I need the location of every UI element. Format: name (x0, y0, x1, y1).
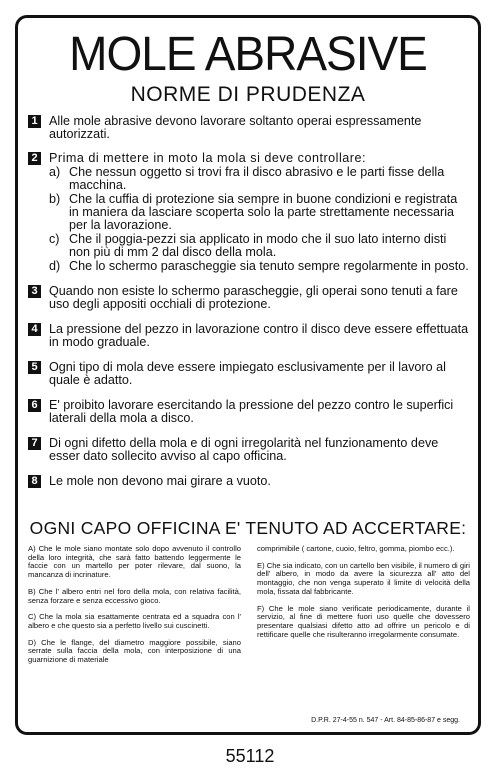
inspection-item-c: C) Che la mola sia esattamente centrata ed a squadra con l' albero e che questo sia a perfetto livello sui cuscinetti. (28, 612, 241, 630)
inspection-item-f: F) Che le mole siano verificate periodicamente, durante il servizio, al fine di mettere fuori uso quelle che dovessero presentare qualsiasi difetto atto ad offrire un pericolo e di rettificare quelle che risulteranno irregolarmente consumate. (257, 603, 470, 639)
subitem-letter: b) (49, 192, 61, 206)
rule-number: 8 (28, 475, 41, 488)
rule-6 (28, 399, 470, 425)
rule-subitem-d (49, 260, 470, 273)
rule-subitem-a (49, 166, 470, 192)
rule-number: 4 (28, 323, 41, 336)
inspection-item-d: D) Che le flange, del diametro maggiore possibile, siano serrate sulla faccia della mola, con interposizione di una guarnizione di materiale (28, 637, 241, 665)
inspection-item-d-continued: comprimibile ( cartone, cuoio, feltro, gomma, piombo ecc.). (257, 544, 455, 553)
rule-1 (28, 115, 470, 141)
subitem-text: Che lo schermo parascheggie sia tenuto sempre regolarmente in posto. (69, 259, 469, 273)
inspection-columns (28, 545, 470, 673)
rule-8 (28, 475, 470, 488)
rule-number: 6 (28, 399, 41, 412)
rule-text: Le mole non devono mai girare a vuoto. (49, 474, 271, 488)
rule-number: 2 (28, 152, 41, 165)
rule-text: Ogni tipo di mola deve essere impiegato esclusivamente per il lavoro al quale è adatto. (49, 360, 446, 387)
subitem-text: Che la cuffia di protezione sia sempre in buone condizioni e registrata in maniera da lasciare scoperta solo la parte strettamente necessaria per la lavorazione. (69, 192, 458, 232)
rule-5 (28, 361, 470, 387)
rule-text: Quando non esiste lo schermo parascheggie, gli operai sono tenuti a fare uso degli appositi occhiali di protezione. (49, 284, 458, 311)
rule-7 (28, 437, 470, 463)
rule-number: 7 (28, 437, 41, 450)
subitem-letter: d) (49, 259, 61, 273)
sign-panel (15, 15, 481, 735)
rule-number: 5 (28, 361, 41, 374)
inspection-right-column (257, 545, 470, 673)
product-code: 55112 (225, 746, 275, 766)
subitem-text: Che nessun oggetto si trovi fra il disco abrasivo e le parti fisse della macchina. (69, 165, 445, 192)
rule-subitem-b (49, 193, 470, 232)
subitem-letter: c) (49, 232, 60, 246)
rule-number: 1 (28, 115, 41, 128)
subitem-letter: a) (49, 165, 61, 179)
rule-2 (28, 152, 470, 273)
rule-text: E' proibito lavorare esercitando la pressione del pezzo contro le superfici laterali della mola a disco. (49, 398, 454, 425)
inspection-heading: OGNI CAPO OFFICINA E' TENUTO AD ACCERTARE: (29, 518, 467, 538)
subitem-text: Che il poggia-pezzi sia applicato in modo che il suo lato interno disti non più di mm 2 dal disco della mola. (69, 232, 447, 259)
rule-text: Prima di mettere in moto la mola si deve controllare: (49, 151, 366, 165)
rule-subitem-c (49, 233, 470, 259)
sign-title: MOLE ABRASIVE (69, 25, 427, 81)
rule-3 (28, 285, 470, 311)
rule-text: La pressione del pezzo in lavorazione contro il disco deve essere effettuata in modo graduale. (49, 322, 469, 349)
rule-text: Di ogni difetto della mola e di ogni irregolarità nel funzionamento deve esser dato sollecito avviso al capo officina. (49, 436, 439, 463)
rule-4 (28, 323, 470, 349)
inspection-left-column (28, 545, 241, 673)
inspection-item-a: A) Che le mole siano montate solo dopo avvenuto il controllo della loro integrità, che sarà fatto battendo leggermente le faccie con un martello per poter rilevare, dal suono, la mancanza di incrinature. (28, 544, 241, 580)
rule-text: Alle mole abrasive devono lavorare soltanto operai espressamente autorizzati. (49, 114, 422, 141)
inspection-item-e: E) Che sia indicato, con un cartello ben visibile, il numero di giri dell' albero, in modo da avere la sicurezza all' atto del montaggio, che non venga superato il limite di velocità della mola, fissata dal fabbricante. (257, 560, 470, 596)
sign-subtitle: NORME DI PRUDENZA (130, 83, 366, 106)
rules-list (28, 115, 470, 488)
legal-reference: D.P.R. 27-4-55 n. 547 - Art. 84-85-86-87 e segg. (311, 717, 460, 724)
rule-number: 3 (28, 285, 41, 298)
inspection-item-b: B) Che l' albero entri nel foro della mola, con relativa facilità, senza forzare e senza eccessivo gioco. (28, 586, 241, 605)
